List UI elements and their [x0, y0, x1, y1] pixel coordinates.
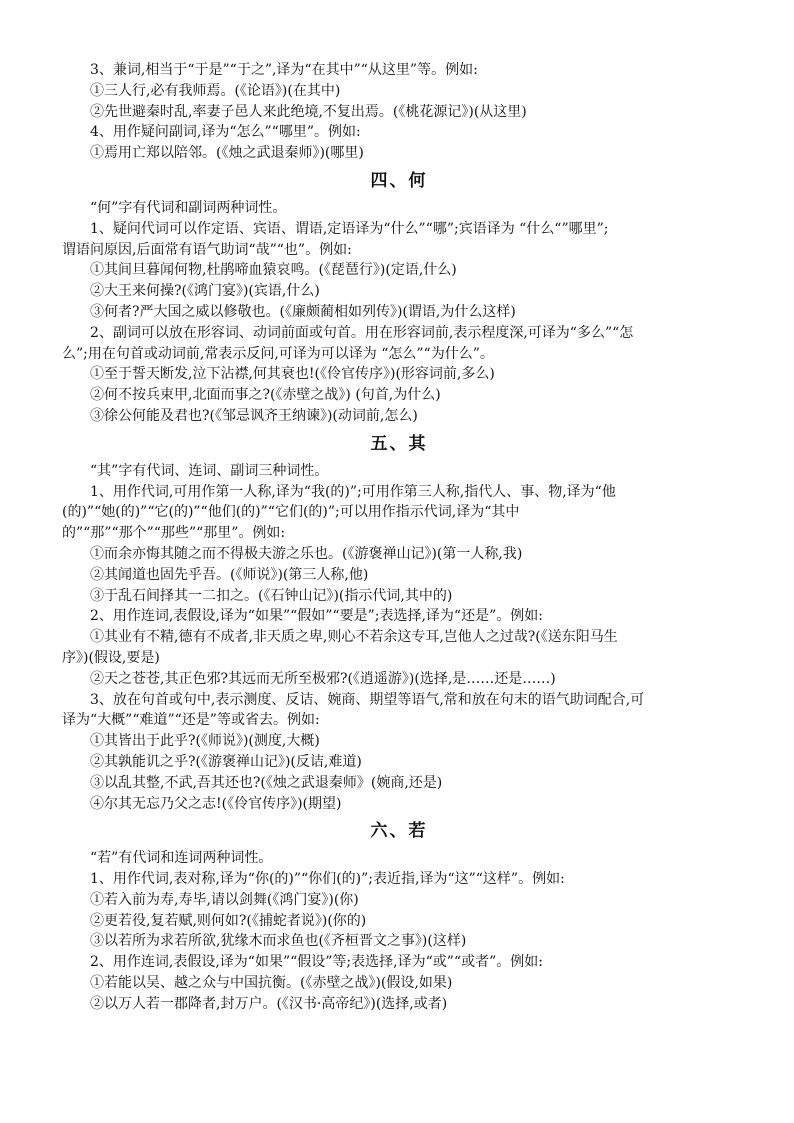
- text-line: 1、用作代词,表对称,译为“你(的)”“你们(的)”;表近指,译为“这”“这样”。例如:: [90, 871, 565, 888]
- text-line: ②先世避秦时乱,率妻子邑人来此绝境,不复出焉。(《桃花源记》)(从这里): [90, 103, 527, 120]
- text-line: “何”字有代词和副词两种词性。: [90, 199, 287, 216]
- text-line: ①至于誓天断发,泣下沾襟,何其衰也!(《伶官传序》)(形容词前,多么): [90, 366, 495, 383]
- text-line: ③何者?严大国之威以修敬也。(《廉颇蔺相如列传》)(谓语,为什么这样): [90, 303, 516, 320]
- text-line: ④尔其无忘乃父之志!(《伶官传序》)(期望): [90, 795, 342, 812]
- text-line: ③以若所为求若所欲,犹缘木而求鱼也(《齐桓晋文之事》)(这样): [90, 933, 467, 950]
- text-line: ③以乱其整,不武,吾其还也?(《烛之武退秦师》(婉商,还是): [90, 774, 443, 791]
- text-line: ①若能以吴、越之众与中国抗衡。(《赤壁之战》)(假设,如果): [90, 975, 453, 992]
- text-line: 1、疑问代词可以作定语、宾语、谓语,定语译为“什么”“哪”;宾语译为 “什么“”哪里”;: [90, 220, 609, 237]
- text-line: 么”;用在句首或动词前,常表示反问,可译为可以译为 “怎么”“为什么”。: [62, 345, 494, 362]
- text-line: 译为“大概”“难道”“还是”等或省去。例如:: [62, 712, 320, 729]
- text-line: ③于乱石间择其一二扣之。(《石钟山记》)(指示代词,其中的): [90, 587, 453, 604]
- text-line: 谓语问原因,后面常有语气助词“哉”“也”。例如:: [62, 241, 352, 258]
- text-line: ②大王来何操?(《鸿门宴》)(宾语,什么): [90, 283, 320, 300]
- text-line: ①其业有不精,德有不成者,非天质之卑,则心不若余这专耳,岂他人之过哉?(《送东阳马生: [90, 629, 618, 646]
- text-line: ①三人行,必有我师焉。(《论语》)(在其中): [90, 82, 341, 99]
- text-line: ②以万人若一郡降者,封万户。(《汉书·高帝纪》)(选择,或者): [90, 995, 448, 1012]
- section-heading: 六、若: [370, 821, 428, 842]
- text-line: 3、兼词,相当于“于是”“于之”,译为“在其中”“从这里”等。例如:: [90, 62, 478, 78]
- text-line: ①而余亦悔其随之而不得极夫游之乐也。(《游褒禅山记》)(第一人称,我): [90, 545, 523, 562]
- text-line: ②其闻道也固先乎吾。(《师说》)(第三人称,他): [90, 566, 369, 583]
- text-line: 2、用作连词,表假设,译为“如果”“假如”“要是”;表选择,译为“还是”。例如:: [90, 608, 543, 625]
- text-line: 2、副词可以放在形容词、动词前面或句首。用在形容词前,表示程度深,可译为“多么”“怎: [90, 324, 634, 341]
- text-line: ②何不按兵束甲,北面而事之?(《赤壁之战》) (句首,为什么): [90, 387, 441, 404]
- text-line: 4、用作疑问副词,译为“怎么”“哪里”。例如:: [90, 124, 361, 141]
- section-heading: 四、何: [370, 170, 428, 191]
- text-line: 3、放在句首或句中,表示测度、反诘、婉商、期望等语气,常和放在句末的语气助词配合,可: [90, 691, 645, 708]
- text-line: 1、用作代词,可用作第一人称,译为“我(的)”;可用作第三人称,指代人、事、物,译为“他: [90, 483, 616, 500]
- text-line: 序》)(假设,要是): [62, 649, 160, 666]
- text-line: (的)”“她(的)”“它(的)”“他们(的)”“它们(的)”;可以用作指示代词,译为“其中: [62, 504, 520, 521]
- text-line: “若”有代词和连词两种词性。: [90, 850, 273, 867]
- text-line: ①若入前为寿,寿毕,请以剑舞(《鸿门宴》)(你): [90, 891, 359, 908]
- section-heading: 五、其: [370, 433, 428, 454]
- text-line: ②其孰能讥之乎?(《游褒禅山记》)(反诘,难道): [90, 753, 362, 770]
- text-line: 2、用作连词,表假设,译为“如果”“假设”等;表选择,译为“或”“或者”。例如:: [90, 954, 543, 971]
- text-line: ①其间旦暮闻何物,杜鹃啼血猿哀鸣。(《琵琶行》)(定语,什么): [90, 262, 457, 279]
- text-line: ③徐公何能及君也?(《邹忌讽齐王纳谏》)(动词前,怎么): [90, 407, 418, 424]
- text-line: 的”“那”“那个”“那些”“那里”。例如:: [62, 525, 286, 542]
- text-line: “其”字有代词、连词、副词三种词性。: [90, 462, 329, 479]
- text-line: ②更若役,复若赋,则何如?(《捕蛇者说》)(你的): [90, 912, 367, 929]
- document-body: [62, 60, 736, 1015]
- text-line: ①其皆出于此乎?(《师说》)(测度,大概): [90, 733, 320, 750]
- text-line: ②天之苍苍,其正色邪?其远而无所至极邪?(《逍遥游》)(选择,是……还是……): [90, 670, 556, 687]
- text-line: ①焉用亡郑以陪邻。(《烛之武退秦师》)(哪里): [90, 145, 364, 162]
